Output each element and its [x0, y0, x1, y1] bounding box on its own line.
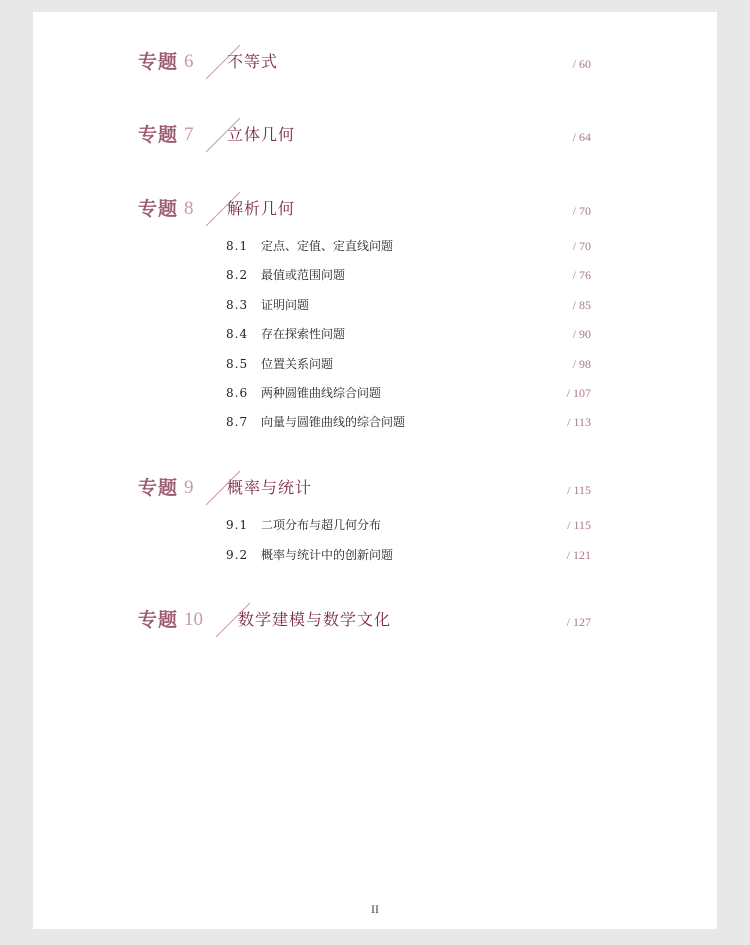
topic-number: 9: [184, 477, 194, 498]
toc-subitem-8-2[interactable]: [226, 264, 591, 286]
subitem-number: 9.2: [226, 548, 249, 562]
subitem-page: / 115: [567, 518, 591, 532]
topic-number: 10: [184, 609, 203, 630]
toc-topic-8[interactable]: [138, 192, 591, 226]
toc-subitem-8-7[interactable]: [226, 411, 591, 433]
subitem-page: / 107: [566, 386, 591, 400]
toc-subitem-8-4[interactable]: [226, 323, 591, 345]
topic-page: / 60: [572, 57, 591, 71]
toc-subitem-9-1[interactable]: [226, 514, 591, 536]
topic-page: / 64: [572, 130, 591, 144]
toc-topic-7[interactable]: [138, 118, 591, 152]
topic-tag: 专题: [138, 198, 179, 220]
subitem-page: / 113: [567, 415, 591, 429]
subitem-number: 8.2: [226, 268, 249, 282]
subitem-page: / 98: [572, 357, 591, 371]
topic-tag: 专题: [138, 477, 179, 499]
subitem-number: 8.4: [226, 327, 249, 341]
toc-topic-10[interactable]: [138, 603, 591, 637]
subitem-page: / 76: [572, 268, 591, 282]
subitem-title: 位置关系问题: [261, 357, 334, 371]
subitem-title: 最值或范围问题: [261, 268, 346, 282]
topic-page: / 127: [566, 615, 591, 629]
subitem-page: / 121: [566, 548, 591, 562]
subitem-title: 向量与圆锥曲线的综合问题: [261, 415, 406, 429]
topic-number: 8: [184, 198, 194, 219]
subitem-title: 两种圆锥曲线综合问题: [261, 386, 382, 400]
topic-title: 数学建模与数学文化: [238, 610, 392, 629]
subitem-title: 概率与统计中的创新问题: [261, 548, 394, 562]
subitem-number: 9.1: [226, 518, 249, 532]
topic-page: / 115: [567, 483, 591, 497]
subitem-page: / 85: [572, 298, 591, 312]
topic-tag: 专题: [138, 51, 179, 73]
topic-title: 解析几何: [227, 199, 296, 218]
topic-number: 7: [184, 124, 194, 145]
subitem-title: 二项分布与超几何分布: [261, 518, 382, 532]
subitem-number: 8.3: [226, 298, 249, 312]
subitem-page: / 70: [572, 239, 591, 253]
topic-number: 6: [184, 51, 194, 72]
topic-title: 立体几何: [227, 125, 296, 144]
topic-tag: 专题: [138, 124, 179, 146]
toc-topic-6[interactable]: [138, 45, 591, 79]
subitem-number: 8.1: [226, 239, 249, 253]
subitem-title: 证明问题: [261, 298, 310, 312]
page-number-footer: II: [371, 902, 379, 916]
toc-topic-9[interactable]: [138, 471, 591, 505]
topic-page: / 70: [572, 204, 591, 218]
topic-tag: 专题: [138, 609, 179, 631]
toc-subitem-9-2[interactable]: [226, 544, 591, 566]
subitem-number: 8.7: [226, 415, 249, 429]
toc-subitem-8-3[interactable]: [226, 294, 591, 316]
subitem-number: 8.5: [226, 357, 249, 371]
toc-subitem-8-1[interactable]: [226, 235, 591, 257]
toc-subitem-8-6[interactable]: [226, 382, 591, 404]
toc-subitem-8-5[interactable]: [226, 353, 591, 375]
subitem-title: 存在探索性问题: [261, 327, 346, 341]
subitem-page: / 90: [572, 327, 591, 341]
topic-title: 不等式: [227, 52, 279, 71]
subitem-number: 8.6: [226, 386, 249, 400]
toc-page: [33, 12, 717, 929]
subitem-title: 定点、定值、定直线问题: [261, 239, 394, 253]
topic-title: 概率与统计: [227, 478, 313, 497]
